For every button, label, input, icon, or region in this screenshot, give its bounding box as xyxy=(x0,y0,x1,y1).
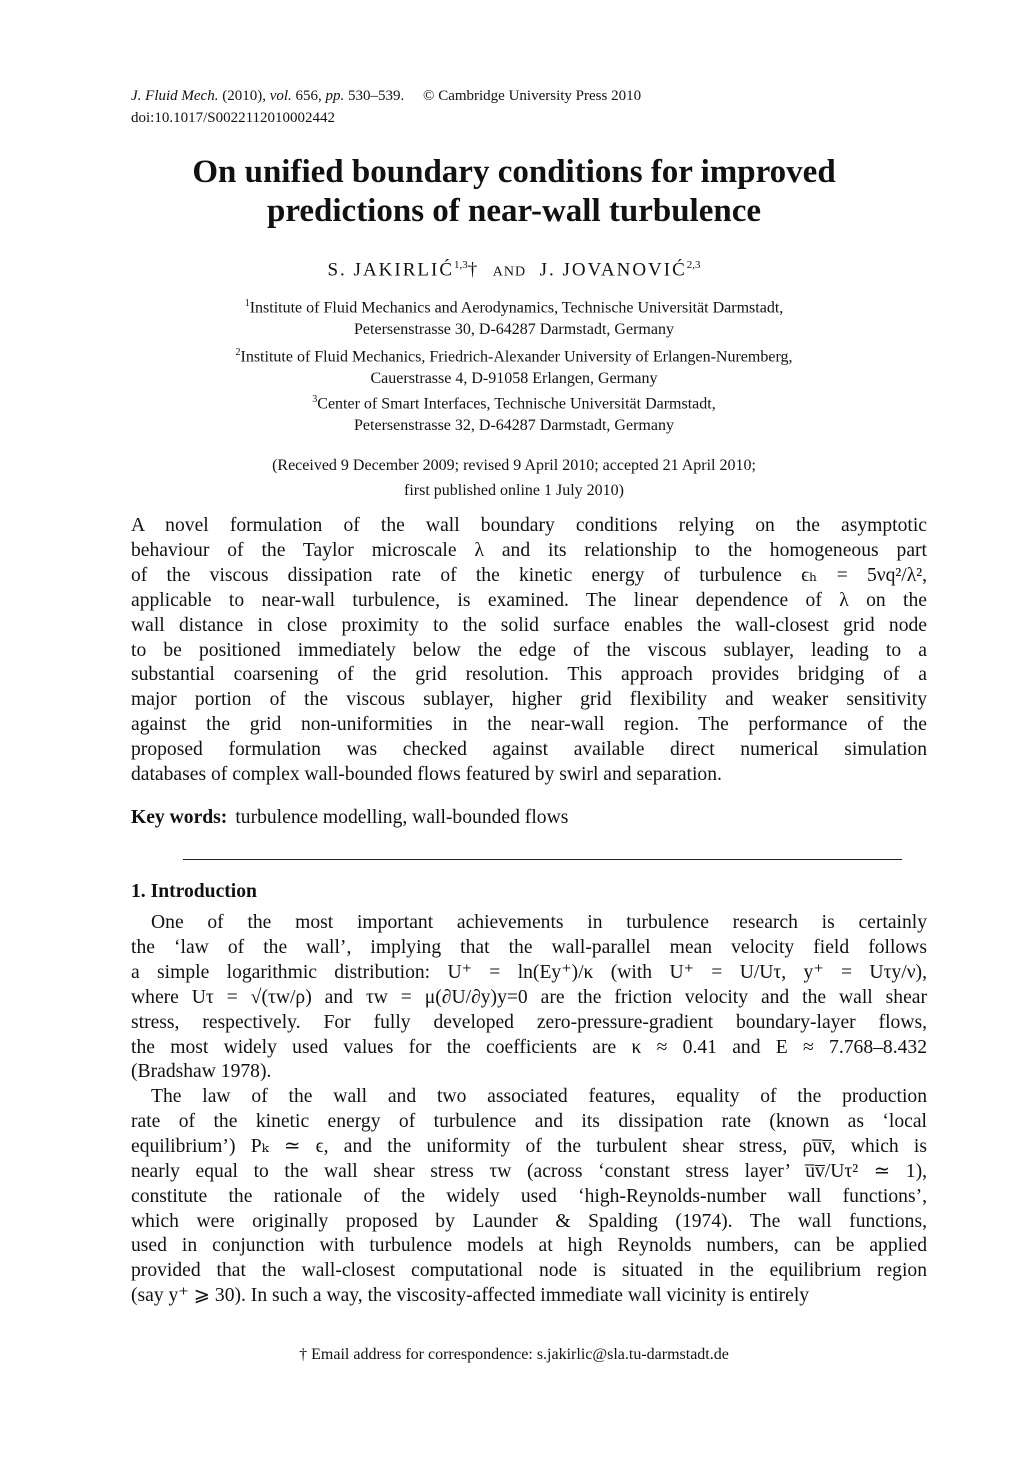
and-word: AND xyxy=(492,264,527,280)
paper-title xyxy=(100,153,928,231)
aff-line: Petersenstrasse 30, D-64287 Darmstadt, Germany xyxy=(354,320,674,338)
text-line: constitute the rationale of the widely used ‘high-Reynolds-number wall functions’, xyxy=(131,1185,927,1207)
year: (2010), xyxy=(222,88,266,104)
affiliation xyxy=(100,342,928,389)
author-sup: 2,3 xyxy=(686,259,701,271)
aff-line: Cauerstrasse 4, D-91058 Erlangen, Germany xyxy=(370,369,658,387)
affiliation xyxy=(100,293,928,340)
author-sup: 1,3 xyxy=(454,259,468,271)
text-line: used in conjunction with turbulence models at high Reynolds numbers, can be applied xyxy=(131,1235,927,1257)
text-line: (say y⁺ ⩾ 30). In such a way, the viscosity-affected immediate wall vicinity is entirely xyxy=(131,1285,810,1307)
aff-sup: 1 xyxy=(244,298,250,309)
keywords-text: turbulence modelling, wall-bounded flows xyxy=(235,807,569,828)
aff-line: Institute of Fluid Mechanics, Friedrich-Alexander University of Erlangen-Nuremberg, xyxy=(240,348,793,366)
aff-sup: 3 xyxy=(312,394,318,405)
volume: 656, xyxy=(295,88,322,104)
text-line: provided that the wall-closest computational node is situated in the equilibrium region xyxy=(131,1260,927,1282)
aff-line: Institute of Fluid Mechanics and Aerodynamics, Technische Universität Darmstadt, xyxy=(249,299,784,317)
received-line: (Received 9 December 2009; revised 9 April 2010; accepted 21 April 2010; xyxy=(272,457,756,474)
text-line: equilibrium’) Pₖ ≃ ϵ, and the uniformity of the turbulent shear stress, ρu̅v̅, which is xyxy=(131,1135,927,1157)
footnote: † Email address for correspondence: s.jakirlic@sla.tu-darmstadt.de xyxy=(299,1346,729,1363)
text-line: a simple logarithmic distribution: U⁺ = ln(Ey⁺)/κ (with U⁺ = U/Uτ, y⁺ = Uτy/ν), xyxy=(131,961,927,983)
dagger-mark: † xyxy=(467,259,480,281)
text-line: rate of the kinetic energy of turbulence and its dissipation rate (known as ‘local xyxy=(131,1110,927,1132)
text-line: which were originally proposed by Launder & Spalding (1974). The wall functions, xyxy=(131,1210,927,1232)
text-line: against the grid non-uniformities in the near-wall region. The performance of the xyxy=(131,714,927,736)
author-name: J. JOVANOVIĆ xyxy=(539,259,687,281)
text-line: where Uτ = √(τw/ρ) and τw = μ(∂U/∂y)y=0 are the friction velocity and the wall shear xyxy=(131,986,927,1008)
aff-line: Center of Smart Interfaces, Technische Universität Darmstadt, xyxy=(317,395,716,413)
text-line: behaviour of the Taylor microscale λ and its relationship to the homogeneous part xyxy=(131,539,927,561)
intro-paragraph-1 xyxy=(131,911,927,1085)
section-heading: 1. Introduction xyxy=(131,881,257,902)
text-line: One of the most important achievements in turbulence research is certainly xyxy=(151,912,927,933)
title-line: On unified boundary conditions for improved xyxy=(192,154,836,190)
keywords xyxy=(131,807,568,829)
text-line: wall distance in close proximity to the solid surface enables the wall-closest grid node xyxy=(131,614,927,636)
text-line: nearly equal to the wall shear stress τw (across ‘constant stress layer’ u̅v̅/Uτ² ≃ 1), xyxy=(131,1160,927,1182)
text-line: proposed formulation was checked against available direct numerical simulation xyxy=(131,739,927,761)
aff-line: Petersenstrasse 32, D-64287 Darmstadt, Germany xyxy=(354,416,674,434)
text-line: major portion of the viscous sublayer, higher grid flexibility and weaker sensitivity xyxy=(131,689,927,711)
abstract xyxy=(131,514,927,788)
aff-sup: 2 xyxy=(235,347,241,358)
affiliation xyxy=(100,389,928,436)
authors xyxy=(100,259,928,281)
text-line: the ‘law of the wall’, implying that the wall-parallel mean velocity field follows xyxy=(131,936,927,958)
text-line: databases of complex wall-bounded flows featured by swirl and separation. xyxy=(131,764,722,786)
author-name: S. JAKIRLIĆ xyxy=(327,259,454,281)
pages: 530–539. xyxy=(348,88,405,104)
text-line: stress, respectively. For fully developed zero-pressure-gradient boundary-layer flows, xyxy=(131,1011,927,1033)
text-line: substantial coarsening of the grid resolution. This approach provides bridging of a xyxy=(131,664,927,686)
intro-paragraph-2 xyxy=(131,1085,927,1309)
text-line: of the viscous dissipation rate of the kinetic energy of turbulence ϵₕ = 5νq²/λ², xyxy=(131,564,927,586)
received-line: first published online 1 July 2010) xyxy=(404,482,624,499)
text-line: A novel formulation of the wall boundary conditions relying on the asymptotic xyxy=(131,515,927,536)
text-line: The law of the wall and two associated features, equality of the production xyxy=(151,1086,927,1107)
text-line: applicable to near-wall turbulence, is examined. The linear dependence of λ on the xyxy=(131,589,927,611)
keywords-label: Key words: xyxy=(131,807,228,828)
journal-name: J. Fluid Mech. xyxy=(131,88,219,104)
text-line: to be positioned immediately below the edge of the viscous sublayer, leading to a xyxy=(131,639,927,661)
pp-label: pp. xyxy=(325,88,345,104)
running-header xyxy=(131,85,641,129)
received-dates xyxy=(100,453,928,503)
copyright: © Cambridge University Press 2010 xyxy=(423,88,642,104)
vol-label: vol. xyxy=(269,88,292,104)
divider-rule xyxy=(183,859,902,860)
title-line: predictions of near-wall turbulence xyxy=(266,193,762,229)
text-line: the most widely used values for the coefficients are κ ≈ 0.41 and E ≈ 7.768–8.432 xyxy=(131,1036,927,1058)
doi: doi:10.1017/S0022112010002442 xyxy=(131,110,336,126)
text-line: (Bradshaw 1978). xyxy=(131,1061,272,1083)
